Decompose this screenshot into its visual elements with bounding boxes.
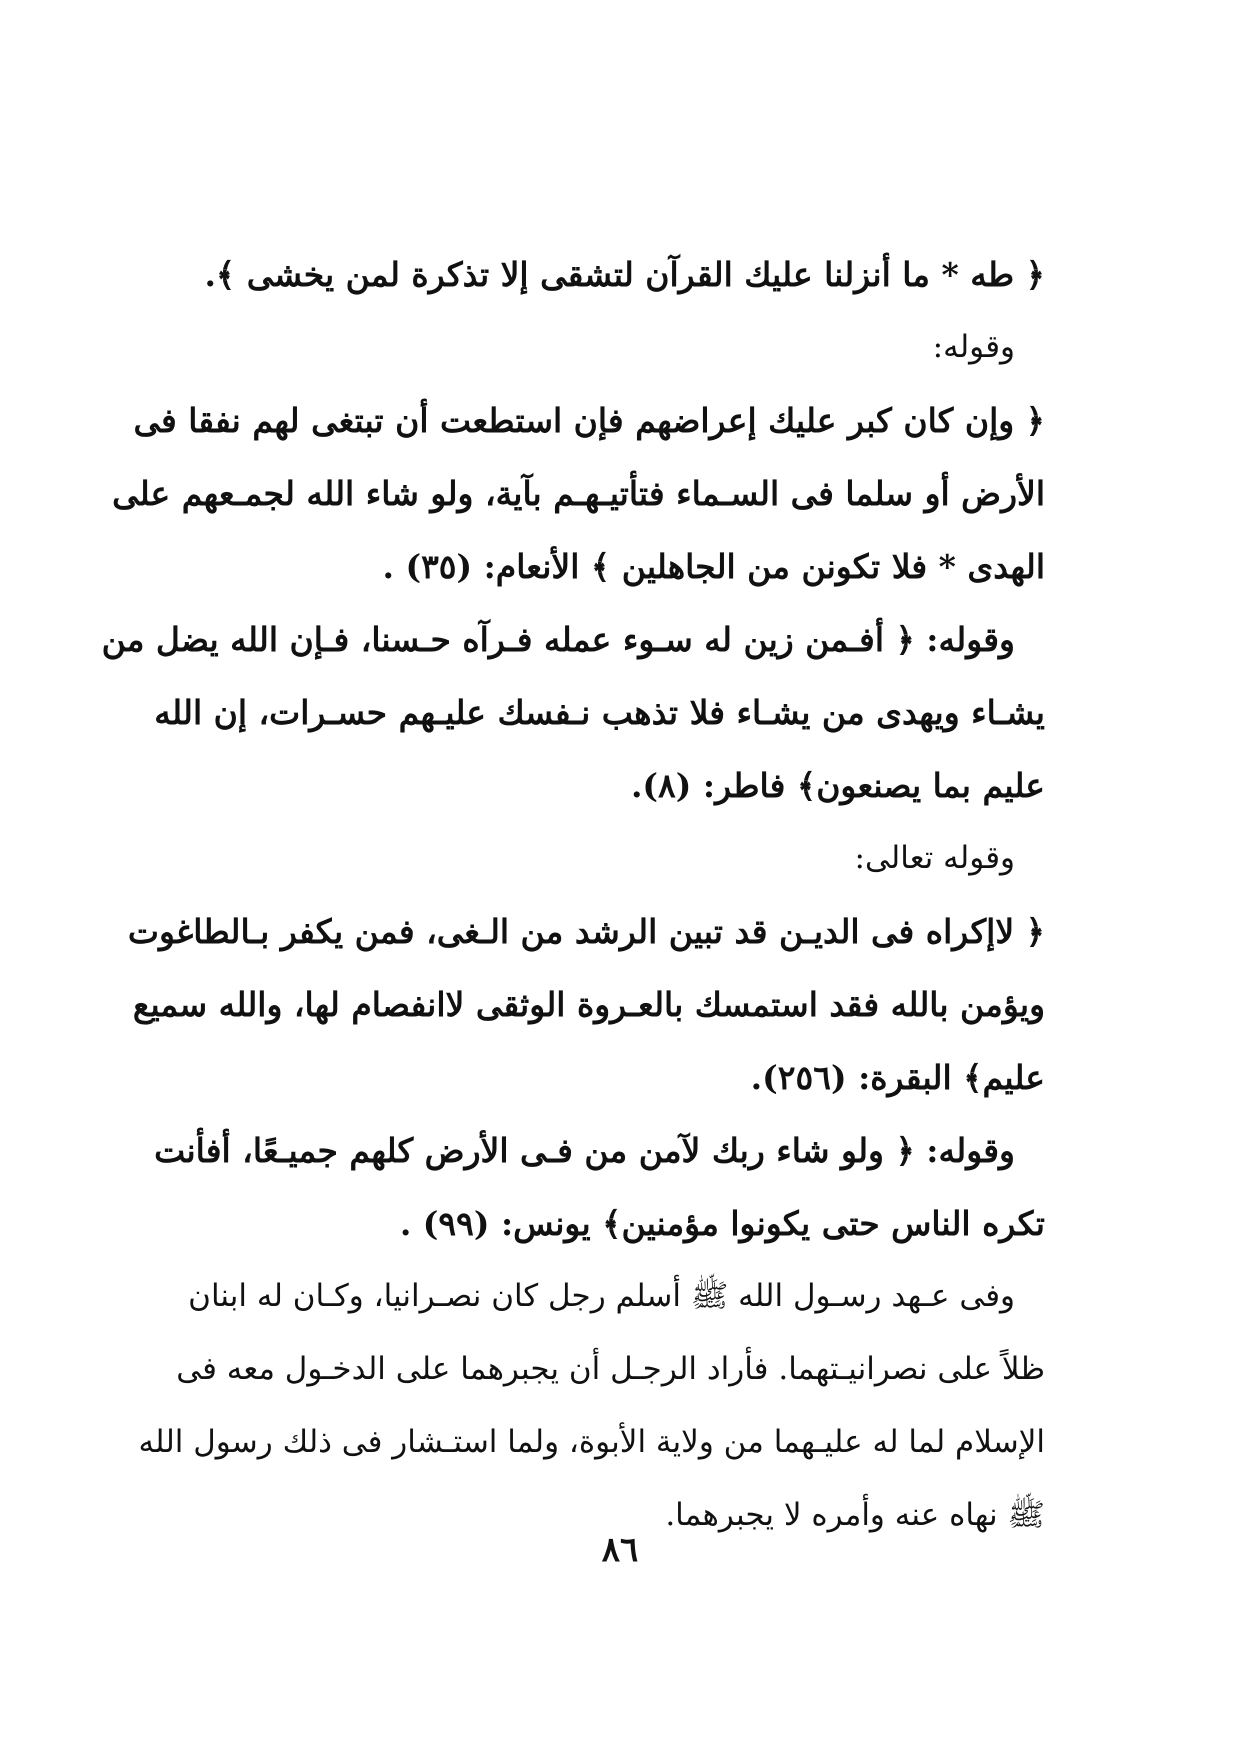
verse-baqara-line-3: عليم﴾ البقرة: (٢٥٦). — [750, 1058, 1045, 1097]
verse-baqara-line-2: ويؤمن بالله فقد استمسك بالعـروة الوثقى لاانفصام لها، والله سميع — [132, 985, 1045, 1024]
page-number: ٨٦ — [601, 1530, 639, 1570]
verse-fatir-line-2: يشـاء ويهدى من يشـاء فلا تذهب نـفسك عليـهم حسـرات، إن الله — [154, 693, 1045, 732]
paragraph-line-4: ﷺ نهاه عنه وأمره لا يجبرهما. — [665, 1497, 1045, 1533]
verse-taha: ﴿ طه * ما أنزلنا عليك القرآن لتشقى إلا تذكرة لمن يخشى ﴾. — [204, 255, 1045, 294]
verse-anam-line-1: ﴿ وإن كان كبر عليك إعراضهم فإن استطعت أن تبتغى لهم نفقا فى — [133, 401, 1045, 440]
paragraph-line-3: الإسلام لما له عليـهما من ولاية الأبوة، ولما استـشار فى ذلك رسول الله — [138, 1424, 1045, 1460]
verse-baqara-line-1: ﴿ لاإكراه فى الديـن قد تبين الرشد من الـغى، فمن يكفر بـالطاغوت — [127, 912, 1045, 951]
paragraph-line-2: ظلاً على نصرانيـتهما. فأراد الرجـل أن يجبرهما على الدخـول معه فى — [176, 1351, 1045, 1387]
intro-wa-qawluhu-taala: وقوله تعالى: — [854, 840, 1015, 876]
page-body — [101, 238, 1045, 1552]
verse-anam-line-3: الهدى * فلا تكونن من الجاهلين ﴾ الأنعام: (٣٥) . — [382, 547, 1045, 586]
verse-yunus-line-2: تكره الناس حتى يكونوا مؤمنين﴾ يونس: (٩٩) . — [399, 1204, 1045, 1243]
intro-wa-qawluhu-1: وقوله: — [932, 329, 1015, 365]
verse-fatir-line-3: عليم بما يصنعون﴾ فاطر: (٨). — [630, 766, 1045, 805]
verse-fatir-line-1: وقوله: ﴿ أفـمن زين له سـوء عمله فـرآه حـسنا، فـإن الله يضل من — [101, 620, 1015, 659]
verse-anam-line-2: الأرض أو سلما فى السـماء فتأتيـهـم بآية، ولو شاء الله لجمـعهم على — [112, 474, 1045, 513]
paragraph-line-1: وفى عـهد رسـول الله ﷺ أسلم رجل كان نصـرانيا، وكـان له ابنان — [188, 1278, 1015, 1314]
verse-yunus-line-1: وقوله: ﴿ ولو شاء ربك لآمن من فـى الأرض كلهم جميـعًا، أفأنت — [154, 1131, 1015, 1170]
